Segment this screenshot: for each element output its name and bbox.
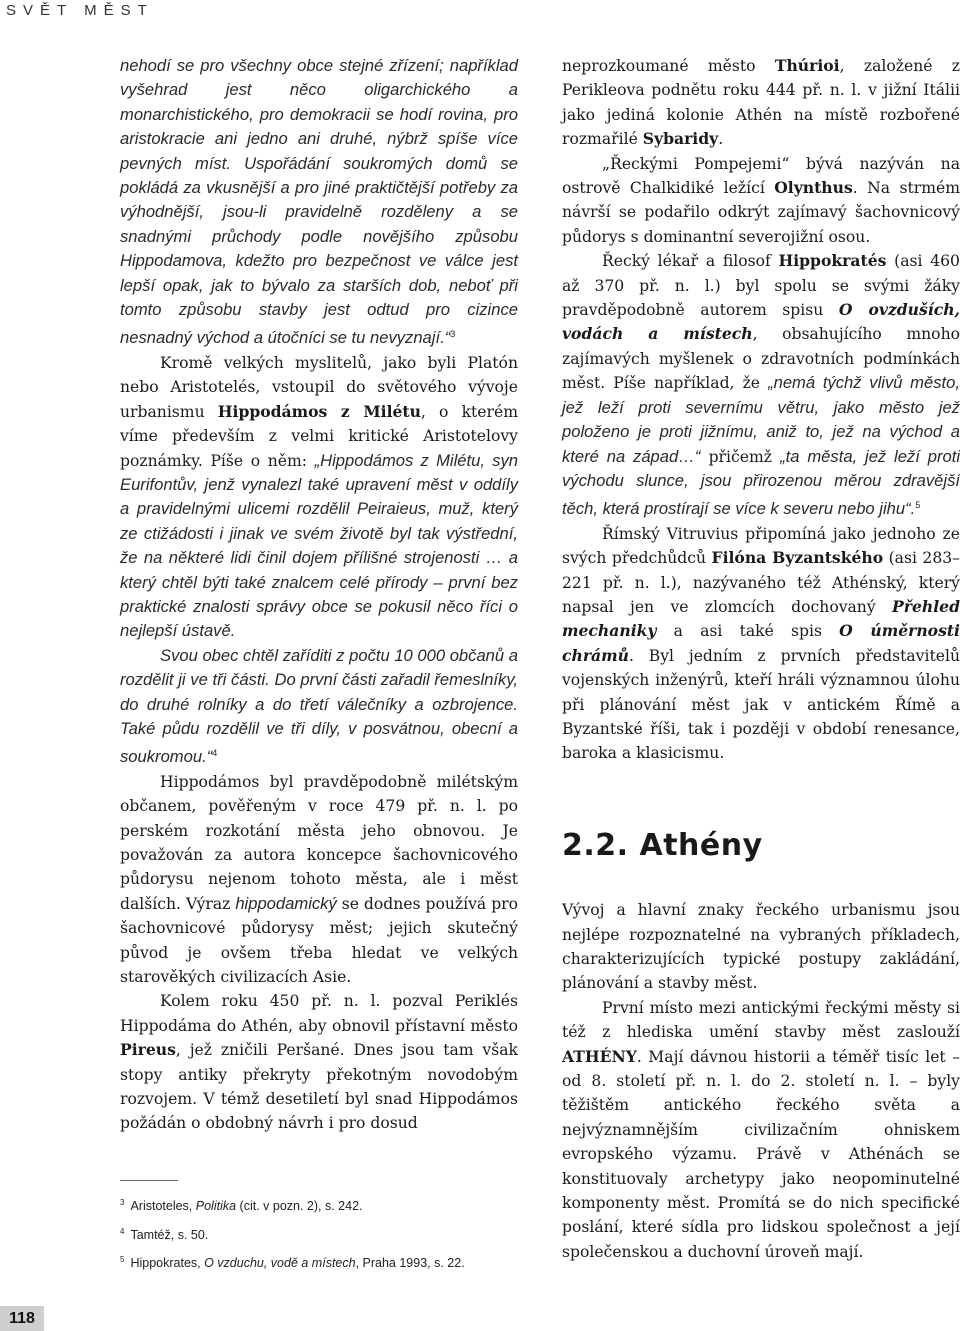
text-run: Kromě velkých myslitelů, jako byli Platón nebo Aristotelés, vstoupil do světového vývoje urbanismu <box>120 353 518 421</box>
text-run: Hippodámos byl pravděpodobně milétským občanem, pověřeným v roce 479 př. n. l. po perském rozkotání města jeho obnovou. Je považován za autora koncepce šachovnicového půdorysu nejenom tohoto města, ale i měst dalších. Výraz <box>120 772 518 913</box>
text-run: Vývoj a hlavní znaky řeckého urbanismu jsou nejlépe rozpoznatelné na vybraných příkladech, charakterizujících typické postupy zakládání, plánování a stavby měst. <box>562 901 960 993</box>
text-run: Římský Vitruvius připomíná jako jednoho ze svých předchůdců <box>562 524 960 568</box>
text-run: Kolem roku 450 př. n. l. pozval Periklés Hippodáma do Athén, aby obnovil přístavní město <box>120 992 518 1035</box>
text-run: „Hippodámos z Milétu, syn Eurifontův, jenž vynalezl také upravení měst v oddíly a pravidelnými ulicemi rozdělil Peiraieus, muž, který ze ctižádosti i jinak ve svém životě byl tak výstřední, že na některé lidi činil dojem přílišné strojenosti … a který chtěl býti také znalcem celé přírody – první bez praktické znalosti správy obce se pokusil něco říci o nejlepší ústavě. <box>120 450 519 641</box>
section-heading: 2.2. Athény <box>562 827 763 863</box>
text-run: O ovzduších, vodách a místech <box>562 300 960 344</box>
footnote-text <box>130 1256 464 1270</box>
text-run: 4 <box>212 748 218 759</box>
text-run: Aristoteles, <box>130 1199 196 1213</box>
footnote-number: 3 <box>120 1198 125 1207</box>
right-column <box>562 54 960 1264</box>
text-run: ATHÉNY <box>562 1046 637 1066</box>
text-run: , jež zničili Peršané. Dnes jsou tam však stopy antiky překryty překotným novodobým rozvojem. V témž desetiletí byl snad Hippodámos požádán o obdobný návrh i pro dosud <box>120 1041 518 1133</box>
paragraph <box>562 996 960 1264</box>
footnote <box>120 1227 540 1242</box>
text-run: se dodnes používá pro šachovnicové půdorysy měst; jejich skutečný původ je ovšem třeba hledat ve velkých starověkých civilizacích Asie. <box>120 894 519 987</box>
paragraph <box>562 54 960 152</box>
text-run: přičemž <box>700 447 781 466</box>
text-run: , Praha 1993, s. 22. <box>355 1256 465 1270</box>
footnote <box>120 1198 540 1213</box>
text-run: . Mají dávnou historii a téměř tisíc let – od 8. století př. n. l. do 2. století n. l. – byly těžištěm antického řeckého světa a nejvýznamnějším civilizačním ohniskem evropského výzamu. Právě v Athénách se konstituovaly archetypy jako neopominutelné komponenty měst. Promítá se do nich specifické poslání, které sídla pro lidskou společnost a její společenskou a duchovní úroveň mají. <box>562 1047 960 1261</box>
paragraph <box>562 249 960 521</box>
text-run: Přehled mechaniky <box>562 596 960 641</box>
footnote <box>120 1255 540 1270</box>
text-run: Hippokratés <box>778 251 887 271</box>
text-run: . Na strmém návrší se podařilo odkrýt zajímavý šachovnicový půdorys s dominantní severojižní osou. <box>562 179 960 246</box>
text-run: O úměrnosti chrámů <box>562 621 960 665</box>
text-run: Olynthus <box>774 178 853 198</box>
text-run: Politika <box>195 1199 237 1213</box>
text-run: Tamtéž, s. 50. <box>130 1227 209 1242</box>
text-run: hippodamický <box>235 893 337 913</box>
paragraph <box>120 644 518 770</box>
paragraph <box>120 54 518 351</box>
text-run: , založené z Perikleova podnětu roku 444 př. n. l. v jižní Itálii jako jediná kolonie Athén na místě rozbořené rozmařilé <box>562 57 960 149</box>
text-run: a asi také spis <box>656 622 840 641</box>
text-run: „nemá týchž vlivů město, jež leží proti severnímu větru, jako město jež položeno je proti jižnímu, aniž to, jež na východ a které na západ…“ <box>562 373 960 466</box>
text-run: 3 <box>450 329 456 340</box>
text-run: Hippodámos z Milétu <box>217 401 421 421</box>
text-run: . Byl jedním z prvních představitelů vojenských inženýrů, kteří hráli významnou úlohu při plánování měst jak v antickém Římě a Byzantské říši, tak i později v období renesance, baroka a klasicismu. <box>562 646 960 763</box>
text-run: O vzduchu, vodě a místech <box>204 1256 356 1270</box>
text-run: , obsahujícího mnoho zajímavých myšlenek o zdravotních podmínkách měst. Píše například, že <box>562 325 960 393</box>
paragraph <box>562 152 960 250</box>
text-run: Hippokrates, <box>130 1256 205 1270</box>
text-run: neprozkoumané město <box>562 57 775 75</box>
footnote-divider <box>120 1180 178 1181</box>
paragraph <box>562 898 960 996</box>
text-run: Sybaridy <box>642 129 719 149</box>
text-run: Řecký lékař a filosof <box>602 252 779 271</box>
text-run: První místo mezi antickými řeckými městy si též z hlediska umění stavby měst zaslouží <box>562 998 960 1042</box>
running-header: SVĚT MĚST <box>6 2 154 19</box>
text-run: (cit. v pozn. 2), s. 242. <box>236 1199 363 1213</box>
paragraph <box>120 351 518 644</box>
text-run: Svou obec chtěl zaříditi z počtu 10 000 občanů a rozdělit ji ve tři části. Do první části zařadil řemeslníky, do druhé rolníky a do třetí válečníky a ozbrojence. Také půdu rozdělil ve tři díly, v posvátnou, obecní a soukromou.“ <box>120 645 518 767</box>
page-number: 118 <box>0 1306 44 1331</box>
text-run: (asi 283–221 př. n. l.), nazývaného též Athénský, který napsal jen ve zlomcích dochovaný <box>562 549 960 616</box>
footnote-number: 4 <box>120 1226 125 1236</box>
text-run: . <box>718 130 724 149</box>
footnote-text <box>130 1228 208 1242</box>
text-run: (asi 460 až 370 př. n. l.) byl spolu se svými žáky pravděpodobně autorem spisu <box>562 252 960 320</box>
text-run: , o kterém víme především z velmi kritické Aristotelovy poznámky. Píše o něm: <box>120 402 518 470</box>
footnote-text <box>130 1199 362 1213</box>
text-run: „ta města, jež leží proti východu slunce, jsou přirozenou měrou zdravější těch, která prostírají se více k severu nebo jihu“. <box>562 446 960 519</box>
text-run: Pireus <box>120 1040 176 1060</box>
text-run: nehodí se pro všechny obce stejné zřízení; například vyšehrad jest něco oligarchického a monarchistického, pro demokracii se hodí rovina, pro aristokracie ani jedno ani druhé, nýbrž spíše více pevných míst. Uspořádání soukromých domů se pokládá za vkusnější a pro jiné praktičtější potřeby za výhodnější, jsou-li pravidelně rozděleny a se snadnými průchody podle novějšího způsobu Hippodamova, kdežto pro bezpečnost ve válce jest lepší opak, jak to bývalo za starších dob, neboť při tomto způsobu stavby jest odtud pro cizince nesnadný východ a útočníci se tu nevyznají.“ <box>120 56 518 348</box>
paragraph <box>120 989 518 1135</box>
text-run: „Řeckými Pompejemi“ bývá nazýván na ostrově Chalkidiké ležící <box>562 154 960 198</box>
text-run: Thúrioi <box>774 56 840 75</box>
footnotes <box>120 1198 540 1284</box>
left-column <box>120 54 518 1136</box>
paragraph <box>120 770 518 990</box>
paragraph <box>562 522 960 766</box>
text-run: Filóna Byzantského <box>711 548 884 568</box>
footnote-number: 5 <box>120 1255 125 1264</box>
text-run: 5 <box>915 500 921 511</box>
